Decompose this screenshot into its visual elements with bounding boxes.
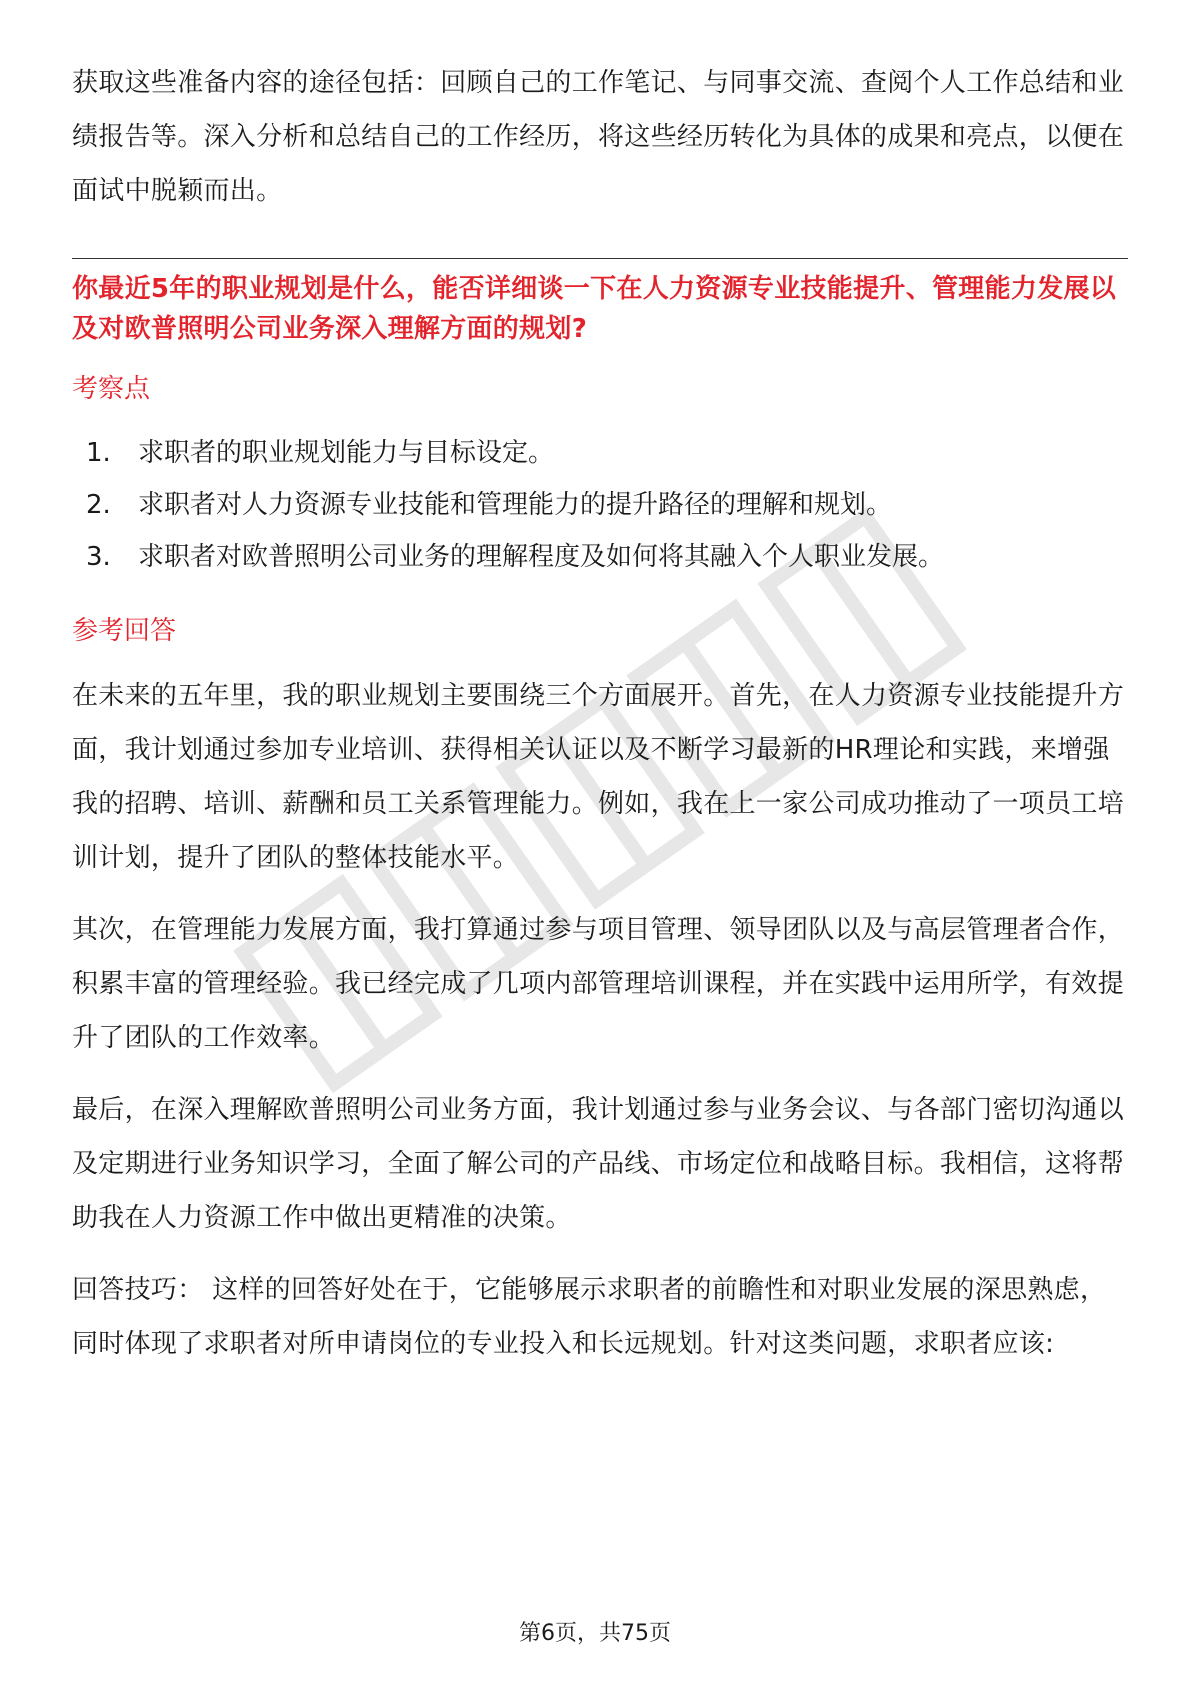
list-item-number: 3.	[86, 542, 111, 572]
intro-paragraph: 获取这些准备内容的途径包括：回顾自己的工作笔记、与同事交流、查阅个人工作总结和业绩报告等。深入分析和总结自己的工作经历，将这些经历转化为具体的成果和亮点，以便在面试中脱颖而出。	[72, 68, 1125, 206]
answer-paragraph: 最后，在深入理解欧普照明公司业务方面，我计划通过参与业务会议、与各部门密切沟通以及定期进行业务知识学习，全面了解公司的产品线、市场定位和战略目标。我相信，这将帮助我在人力资源工作中做出更精准的决策。	[72, 1095, 1125, 1233]
list-item-text: 求职者的职业规划能力与目标设定。	[138, 438, 555, 468]
page-footer: 第6页，共75页	[519, 1621, 671, 1646]
list-item-text: 求职者对人力资源专业技能和管理能力的提升路径的理解和规划。	[138, 490, 893, 520]
answer-tips-paragraph: 回答技巧： 这样的回答好处在于，它能够展示求职者的前瞻性和对职业发展的深思熟虑，同时体现了求职者对所申请岗位的专业投入和长远规划。针对这类问题，求职者应该:	[72, 1275, 1107, 1359]
answer-paragraph: 其次，在管理能力发展方面，我打算通过参与项目管理、领导团队以及与高层管理者合作，积累丰富的管理经验。我已经完成了几项内部管理培训课程，并在实践中运用所学，有效提升了团队的工作效率。	[72, 915, 1125, 1053]
list-item	[72, 531, 1128, 583]
section-divider	[72, 258, 1128, 259]
list-item	[72, 479, 1128, 531]
assessment-title: 考察点	[72, 374, 151, 404]
document-page	[72, 56, 1128, 1371]
list-item	[72, 427, 1128, 479]
list-item-text: 求职者对欧普照明公司业务的理解程度及如何将其融入个人职业发展。	[138, 542, 945, 572]
question-heading: 你最近5年的职业规划是什么，能否详细谈一下在人力资源专业技能提升、管理能力发展以及对欧普照明公司业务深入理解方面的规划?	[72, 274, 1117, 344]
assessment-list	[72, 427, 1128, 583]
answer-paragraph: 在未来的五年里，我的职业规划主要围绕三个方面展开。首先，在人力资源专业技能提升方面，我计划通过参加专业培训、获得相关认证以及不断学习最新的HR理论和实践，来增强我的招聘、培训、薪酬和员工关系管理能力。例如，我在上一家公司成功推动了一项员工培训计划，提升了团队的整体技能水平。	[72, 681, 1125, 873]
answer-title: 参考回答	[72, 616, 177, 646]
list-item-number: 1.	[86, 438, 111, 468]
list-item-number: 2.	[86, 490, 111, 520]
